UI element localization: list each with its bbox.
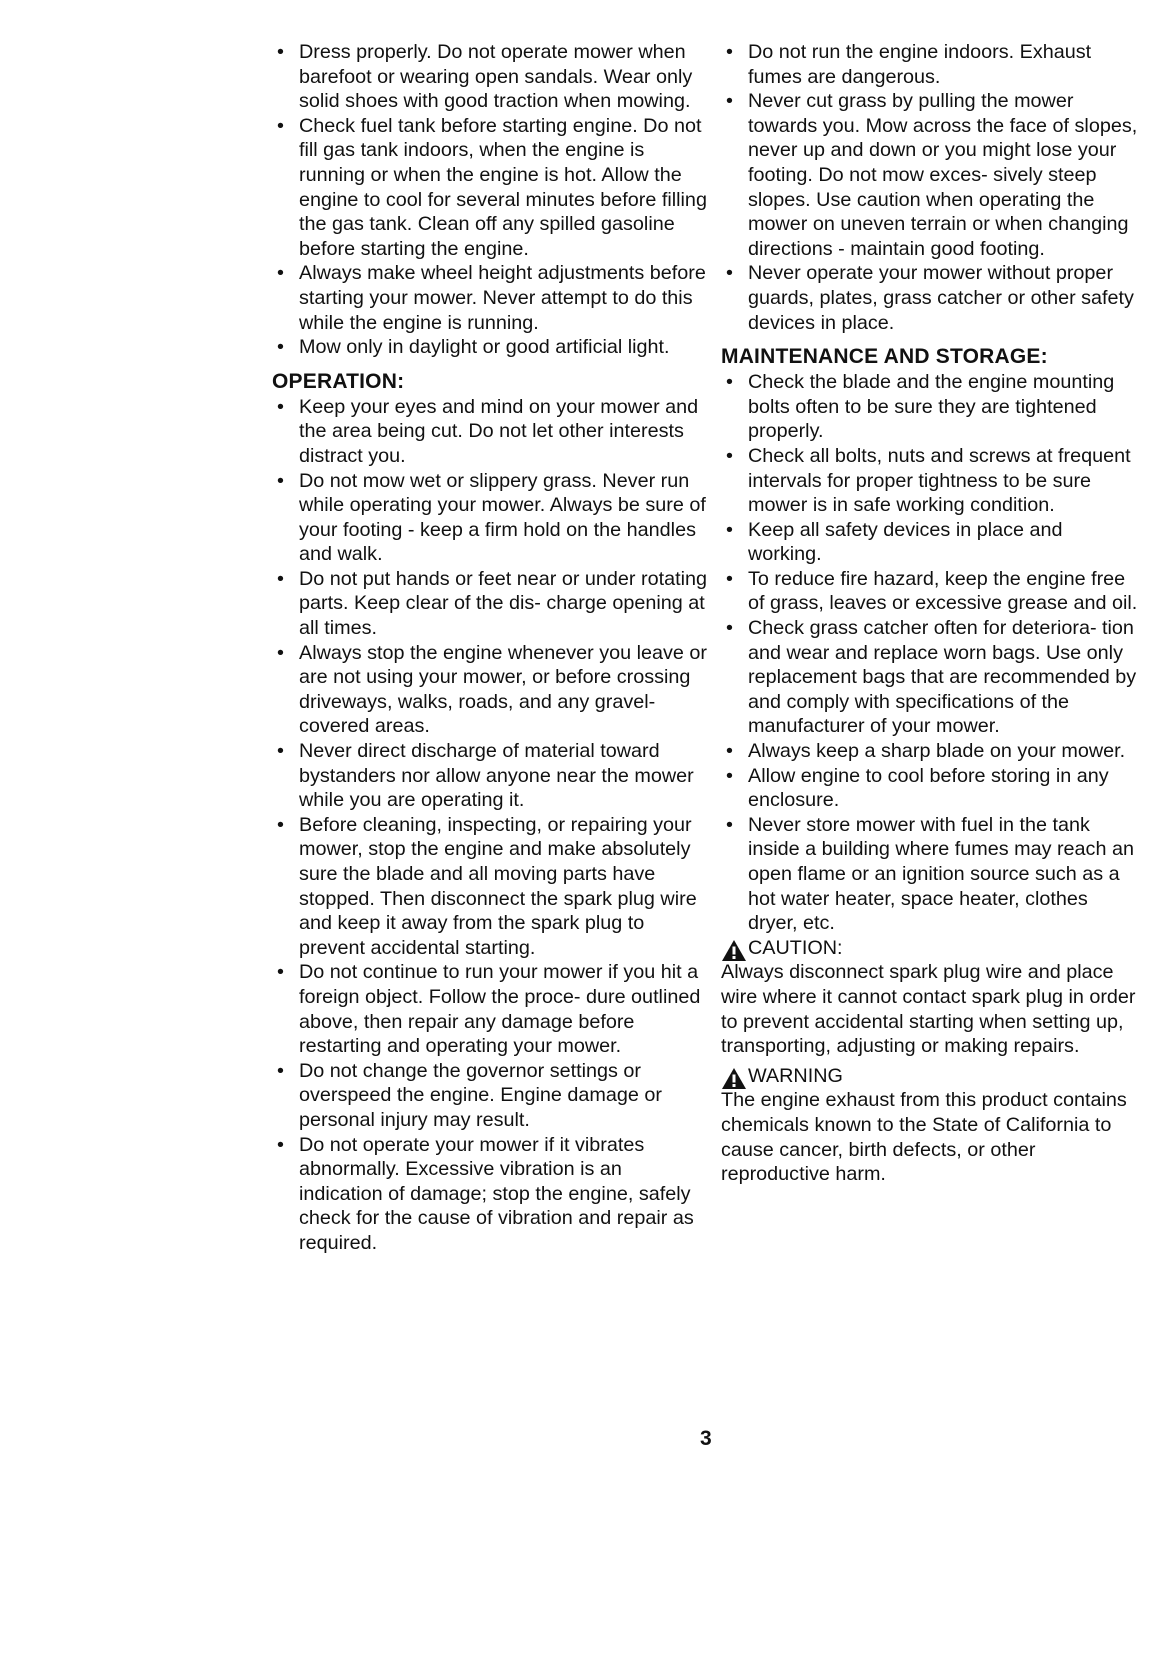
list-item: • Before cleaning, inspecting, or repairing your mower, stop the engine and make absolutely sure the blade and all moving parts have stopped. Then disconnect the spark plug wire and keep it away from the spark plug to prevent accidental starting. (272, 813, 710, 961)
list-item: • Never operate your mower without proper guards, plates, grass catcher or other safety devices in place. (721, 261, 1141, 335)
intro-safety-list (272, 40, 710, 360)
list-item: • Keep your eyes and mind on your mower and the area being cut. Do not let other interests distract you. (272, 395, 710, 469)
warning-label: WARNING (748, 1064, 843, 1087)
warning-triangle-icon (721, 939, 747, 962)
warning-triangle-icon (721, 1067, 747, 1090)
warning-notice (721, 1064, 1141, 1187)
list-item: • Check fuel tank before starting engine. Do not fill gas tank indoors, when the engine is running or when the engine is hot. Allow the engine to cool for several minutes before filling the gas tank. Clean off any spilled gasoline before starting the engine. (272, 114, 710, 262)
list-item: • Never cut grass by pulling the mower towards you. Mow across the face of slopes, never up and down or you might lose your footing. Do not mow exces- sively steep slopes. Use caution when operating the mower on uneven terrain or when changing directions - maintain good footing. (721, 89, 1141, 261)
list-item: • Do not run the engine indoors. Exhaust fumes are dangerous. (721, 40, 1141, 89)
maintenance-list (721, 370, 1141, 936)
operation-heading: OPERATION: (272, 369, 405, 393)
list-item: • Always make wheel height adjustments before starting your mower. Never attempt to do this while the engine is running. (272, 261, 710, 335)
right-column (721, 40, 1141, 1187)
list-item: • Mow only in daylight or good artificial light. (272, 335, 710, 360)
list-item: • Do not continue to run your mower if you hit a foreign object. Follow the proce- dure outlined above, then repair any damage before restarting and operating your mower. (272, 960, 710, 1058)
caution-header (721, 936, 1141, 961)
list-item: • Never direct discharge of material toward bystanders nor allow anyone near the mower while you are operating it. (272, 739, 710, 813)
list-item: • Do not put hands or feet near or under rotating parts. Keep clear of the dis- charge opening at all times. (272, 567, 710, 641)
caution-label: CAUTION: (748, 936, 843, 959)
list-item: • To reduce fire hazard, keep the engine free of grass, leaves or excessive grease and oil. (721, 567, 1141, 616)
list-item: • Always keep a sharp blade on your mower. (721, 739, 1141, 764)
list-item: • Never store mower with fuel in the tank inside a building where fumes may reach an open flame or an ignition source such as a hot water heater, space heater, clothes dryer, etc. (721, 813, 1141, 936)
list-item: • Allow engine to cool before storing in any enclosure. (721, 764, 1141, 813)
list-item: • Always stop the engine whenever you leave or are not using your mower, or before crossing driveways, walks, roads, and any gravel-covered areas. (272, 641, 710, 739)
page-number: 3 (700, 1427, 712, 1450)
operation-list (272, 395, 710, 1256)
right-safety-list (721, 40, 1141, 335)
list-item: • Check grass catcher often for deteriora- tion and wear and replace worn bags. Use only replacement bags that are recommended by and comply with specifications of the manufacturer of your mower. (721, 616, 1141, 739)
list-item: • Check the blade and the engine mounting bolts often to be sure they are tightened properly. (721, 370, 1141, 444)
list-item: • Dress properly. Do not operate mower when barefoot or wearing open sandals. Wear only solid shoes with good traction when mowing. (272, 40, 710, 114)
caution-text: Always disconnect spark plug wire and place wire where it cannot contact spark plug in order to prevent accidental starting when setting up, transporting, adjusting or making repairs. (721, 961, 1136, 1058)
list-item: • Do not operate your mower if it vibrates abnormally. Excessive vibration is an indication of damage; stop the engine, safely check for the cause of vibration and repair as required. (272, 1133, 710, 1256)
warning-text: The engine exhaust from this product contains chemicals known to the State of California to cause cancer, birth defects, or other reproductive harm. (721, 1089, 1127, 1186)
warning-header (721, 1064, 1141, 1089)
maintenance-heading: MAINTENANCE AND STORAGE: (721, 345, 1048, 369)
list-item: • Do not mow wet or slippery grass. Never run while operating your mower. Always be sure of your footing - keep a firm hold on the handles and walk. (272, 469, 710, 567)
left-column (272, 40, 710, 1256)
list-item: • Check all bolts, nuts and screws at frequent intervals for proper tightness to be sure mower is in safe working condition. (721, 444, 1141, 518)
list-item: • Do not change the governor settings or overspeed the engine. Engine damage or personal injury may result. (272, 1059, 710, 1133)
caution-notice (721, 936, 1141, 1059)
list-item: • Keep all safety devices in place and working. (721, 518, 1141, 567)
